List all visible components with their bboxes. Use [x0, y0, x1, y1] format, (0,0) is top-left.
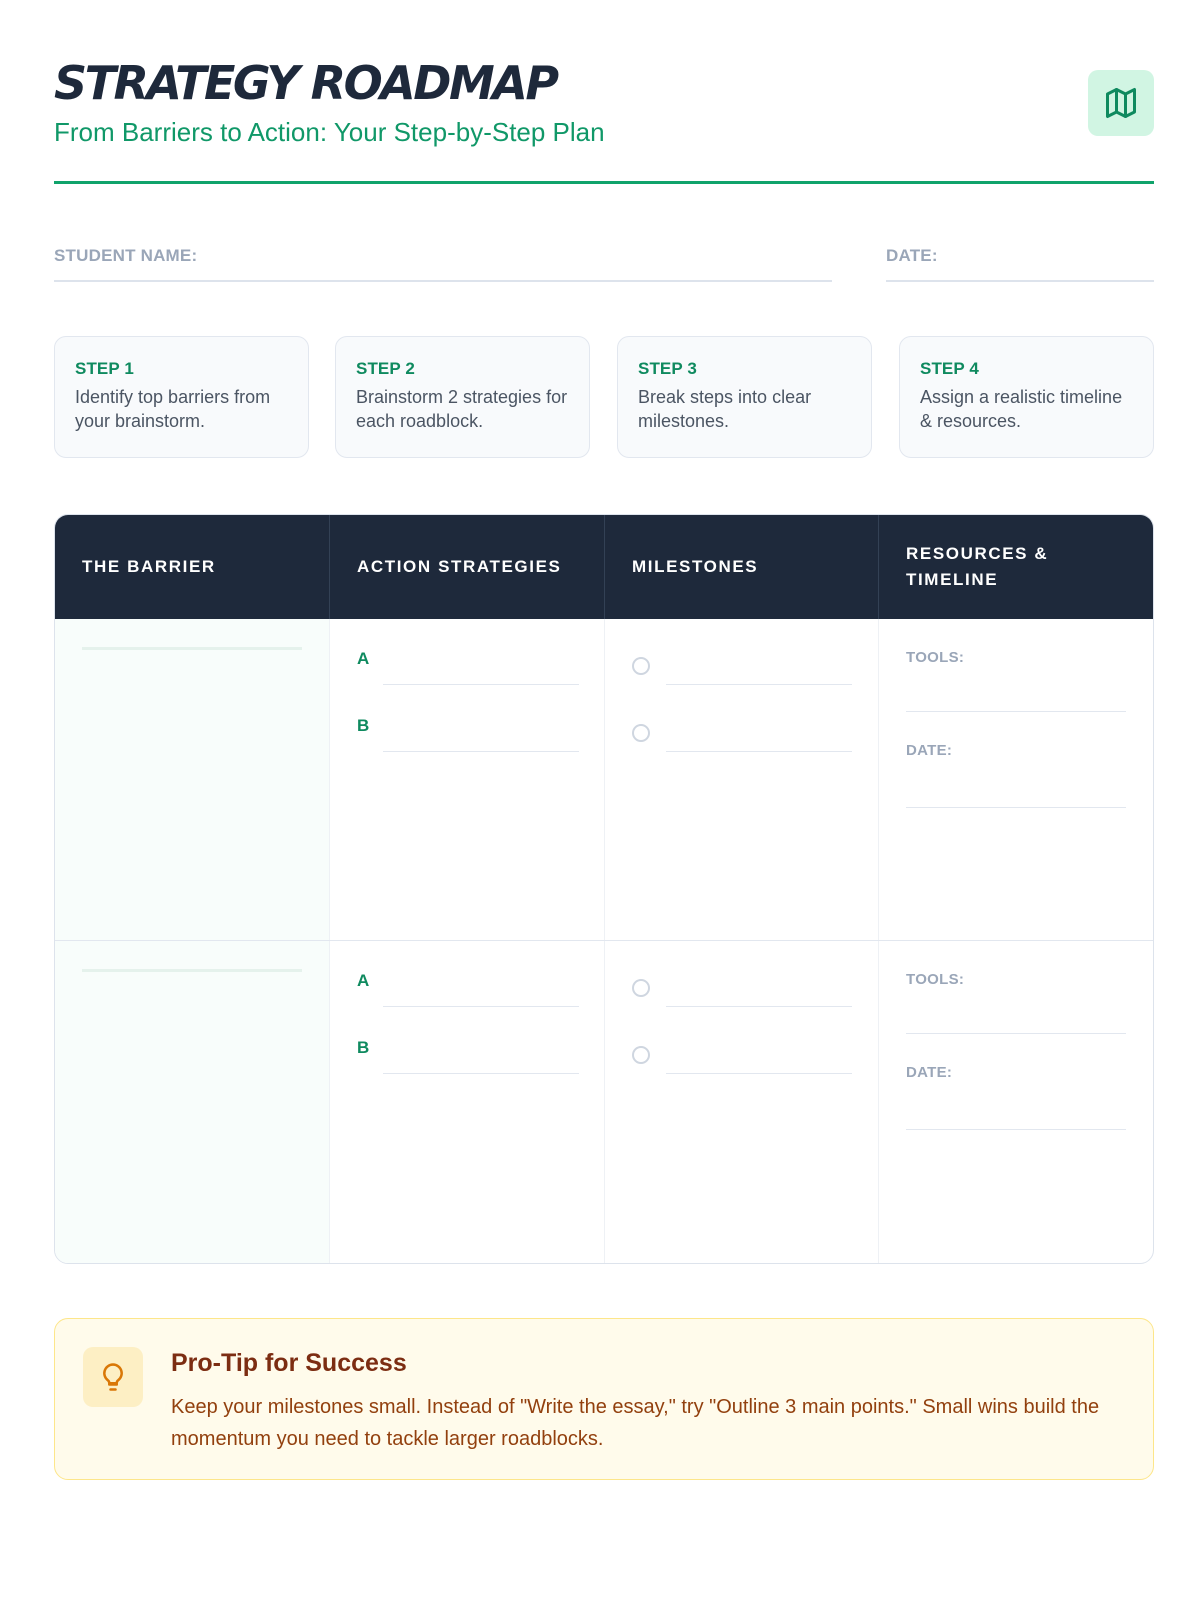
date-label: DATE:: [906, 1064, 953, 1081]
resources-cell: [879, 941, 1154, 1264]
step-label: STEP 1: [75, 359, 134, 378]
action-strategies-cell: [330, 619, 605, 940]
action-item-b[interactable]: [357, 1038, 579, 1074]
action-strategies-cell: [330, 941, 605, 1264]
student-name-field[interactable]: [54, 246, 832, 282]
step-card-3: [617, 336, 872, 458]
action-letter: B: [357, 1038, 370, 1057]
date-field[interactable]: [886, 246, 1154, 282]
milestone-input-line[interactable]: [666, 684, 852, 685]
step-text: Identify top barriers from your brainstorm.: [75, 387, 271, 431]
milestone-item[interactable]: [632, 716, 852, 752]
checkbox-circle-icon[interactable]: [632, 979, 650, 997]
checkbox-circle-icon[interactable]: [632, 657, 650, 675]
date-input-line[interactable]: [906, 807, 1126, 808]
lightbulb-icon: [83, 1347, 143, 1407]
step-label: STEP 2: [356, 359, 415, 378]
milestone-item[interactable]: [632, 1038, 852, 1074]
header-action-strategies: ACTION STRATEGIES: [330, 515, 605, 619]
student-info-row: [54, 246, 1154, 282]
checkbox-circle-icon[interactable]: [632, 724, 650, 742]
barrier-input-line[interactable]: [82, 647, 302, 650]
milestone-item[interactable]: [632, 971, 852, 1007]
table-row: [55, 619, 1153, 941]
action-input-line[interactable]: [383, 1006, 579, 1007]
action-letter: A: [357, 971, 370, 990]
pro-tip-box: [54, 1318, 1154, 1480]
header-resources-timeline: RESOURCES & TIMELINE: [906, 544, 1049, 589]
step-card-2: [335, 336, 590, 458]
barrier-cell[interactable]: [55, 619, 330, 940]
action-input-line[interactable]: [383, 751, 579, 752]
action-item-a[interactable]: [357, 971, 579, 1007]
action-letter: B: [357, 716, 370, 735]
date-label: DATE:: [906, 742, 953, 759]
step-text: Break steps into clear milestones.: [638, 387, 812, 431]
milestone-input-line[interactable]: [666, 1006, 852, 1007]
resources-cell: [879, 619, 1154, 940]
barrier-cell[interactable]: [55, 941, 330, 1264]
roadmap-table: [54, 514, 1154, 1264]
student-name-label: STUDENT NAME:: [54, 246, 198, 265]
date-label: DATE:: [886, 246, 938, 265]
date-input-line[interactable]: [906, 1129, 1126, 1130]
milestone-input-line[interactable]: [666, 751, 852, 752]
action-item-b[interactable]: [357, 716, 579, 752]
action-letter: A: [357, 649, 370, 668]
table-header: [55, 515, 1153, 619]
step-text: Assign a realistic timeline & resources.: [920, 387, 1123, 431]
tip-text: Keep your milestones small. Instead of "Write the essay," try "Outline 3 main points." Small wins build the momentum you need to tackle larger roadblocks.: [171, 1396, 1100, 1450]
action-item-a[interactable]: [357, 649, 579, 685]
step-label: STEP 3: [638, 359, 697, 378]
checkbox-circle-icon[interactable]: [632, 1046, 650, 1064]
step-card-1: [54, 336, 309, 458]
tools-label: TOOLS:: [906, 971, 965, 988]
step-card-4: [899, 336, 1154, 458]
header-barrier: THE BARRIER: [55, 515, 330, 619]
milestone-input-line[interactable]: [666, 1073, 852, 1074]
map-icon: [1088, 70, 1154, 136]
steps-row: [54, 336, 1154, 458]
tools-input-line[interactable]: [906, 711, 1126, 712]
page-subtitle: From Barriers to Action: Your Step-by-Step Plan: [54, 117, 605, 147]
header-milestones: MILESTONES: [605, 515, 879, 619]
tools-input-line[interactable]: [906, 1033, 1126, 1034]
step-label: STEP 4: [920, 359, 979, 378]
milestones-cell: [605, 941, 879, 1264]
action-input-line[interactable]: [383, 684, 579, 685]
tools-label: TOOLS:: [906, 649, 965, 666]
tip-title: Pro-Tip for Success: [171, 1349, 407, 1377]
page-title: STRATEGY ROADMAP: [54, 56, 557, 110]
action-input-line[interactable]: [383, 1073, 579, 1074]
page-header: [54, 52, 1154, 184]
milestones-cell: [605, 619, 879, 940]
milestone-item[interactable]: [632, 649, 852, 685]
table-row: [55, 941, 1153, 1264]
step-text: Brainstorm 2 strategies for each roadblock.: [356, 387, 568, 431]
barrier-input-line[interactable]: [82, 969, 302, 972]
